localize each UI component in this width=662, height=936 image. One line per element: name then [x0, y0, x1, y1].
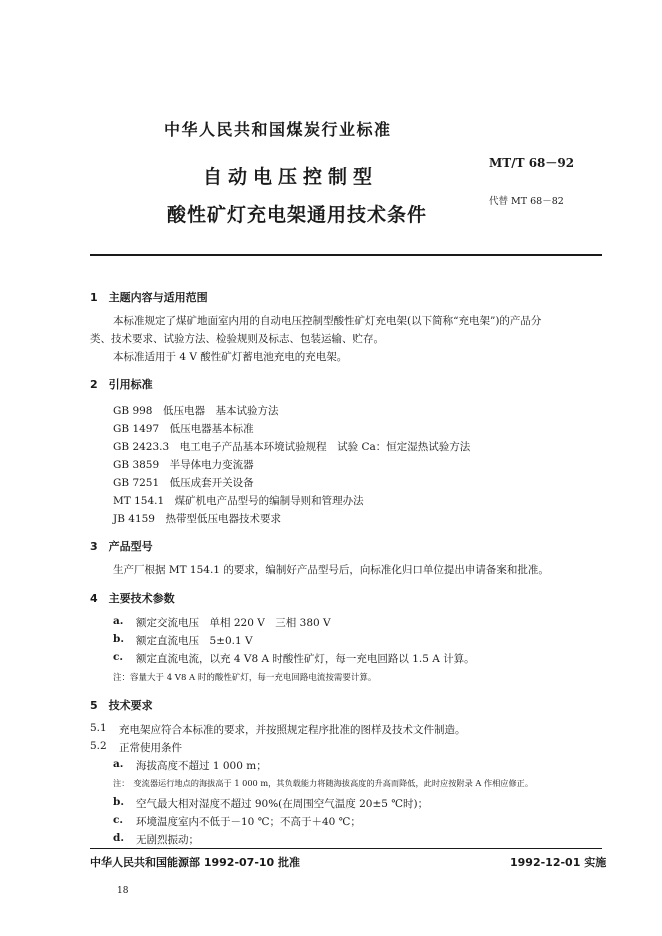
approval-line: 中华人民共和国能源部 1992-07-10 批准: [90, 856, 301, 869]
section1-heading: 1 主题内容与适用范围: [90, 291, 208, 304]
list-item: 额定交流电压 单相 220 V 三相 380 V: [136, 617, 331, 629]
reference-item: MT 154.1 煤矿机电产品型号的编制导则和管理办法: [113, 495, 364, 507]
reference-item: GB 2423.3 电工电子产品基本环境试验规程 试验 Ca：恒定湿热试验方法: [113, 441, 471, 453]
section4-heading: 4 主要技术参数: [90, 592, 175, 605]
section5-heading: 5 技术要求: [90, 699, 153, 712]
list-label: b.: [113, 633, 124, 645]
list-label: a.: [113, 615, 124, 627]
list-label: c.: [113, 651, 124, 663]
implementation-date: 1992-12-01 实施: [510, 856, 607, 869]
reference-item: GB 7251 低压成套开关设备: [113, 477, 254, 489]
reference-item: GB 1497 低压电器基本标准: [113, 423, 254, 435]
list-item: 海拔高度不超过 1 000 m；: [136, 760, 267, 772]
section3-heading: 3 产品型号: [90, 540, 153, 553]
clause-text: 正常使用条件: [119, 742, 182, 754]
list-item: 环境温度室内不低于－10 ℃；不高于＋40 ℃；: [136, 816, 361, 828]
document-title-line1: 自动电压控制型: [203, 166, 379, 188]
page-number: 18: [117, 886, 129, 896]
section1-para2: 本标准适用于 4 V 酸性矿灯蓄电池充电的充电架。: [113, 351, 348, 363]
section4-note: 注：容量大于 4 V8 A 时的酸性矿灯，每一充电回路电流按需要计算。: [113, 673, 377, 683]
reference-item: GB 998 低压电器 基本试验方法: [113, 405, 279, 417]
clause-number: 5.1: [90, 722, 107, 734]
standard-code: MT/T 68－92: [489, 156, 575, 170]
list-item: 无剧烈振动；: [136, 834, 199, 846]
section2-heading: 2 引用标准: [90, 378, 153, 391]
list-label: a.: [113, 758, 124, 770]
reference-item: GB 3859 半导体电力变流器: [113, 459, 254, 471]
industry-standard-title: 中华人民共和国煤炭行业标准: [164, 120, 392, 139]
list-item: 额定直流电流，以充 4 V8 A 时酸性矿灯，每一充电回路以 1.5 A 计算。: [136, 653, 475, 665]
section1-para1-line1: 本标准规定了煤矿地面室内用的自动电压控制型酸性矿灯充电架(以下简称“充电架”)的产品分: [113, 315, 542, 327]
section5-note: 注： 变流器运行地点的海拔高于 1 000 m，其负载能力将随海拔高度的升高而降低，此时应按附录 A 作相应修正。: [113, 778, 534, 788]
list-item: 额定直流电压 5±0.1 V: [136, 635, 253, 647]
clause-text: 充电架应符合本标准的要求，并按照规定程序批准的图样及技术文件制造。: [119, 724, 466, 736]
document-title-line2: 酸性矿灯充电架通用技术条件: [167, 204, 428, 226]
reference-item: JB 4159 热带型低压电器技术要求: [113, 513, 281, 525]
section1-para1-line2: 类、技术要求、试验方法、检验规则及标志、包装运输、贮存。: [90, 333, 384, 345]
list-item: 空气最大相对湿度不超过 90%(在周围空气温度 20±5 ℃时)；: [136, 798, 429, 810]
list-label: d.: [113, 832, 124, 844]
list-label: c.: [113, 814, 124, 826]
section3-para: 生产厂根据 MT 154.1 的要求，编制好产品型号后，向标准化归口单位提出申请备案和批准。: [113, 564, 549, 576]
header-rule: [90, 254, 602, 256]
replaces-standard: 代替 MT 68－82: [489, 196, 564, 207]
list-label: b.: [113, 796, 124, 808]
clause-number: 5.2: [90, 740, 107, 752]
footer-rule: [90, 848, 602, 849]
